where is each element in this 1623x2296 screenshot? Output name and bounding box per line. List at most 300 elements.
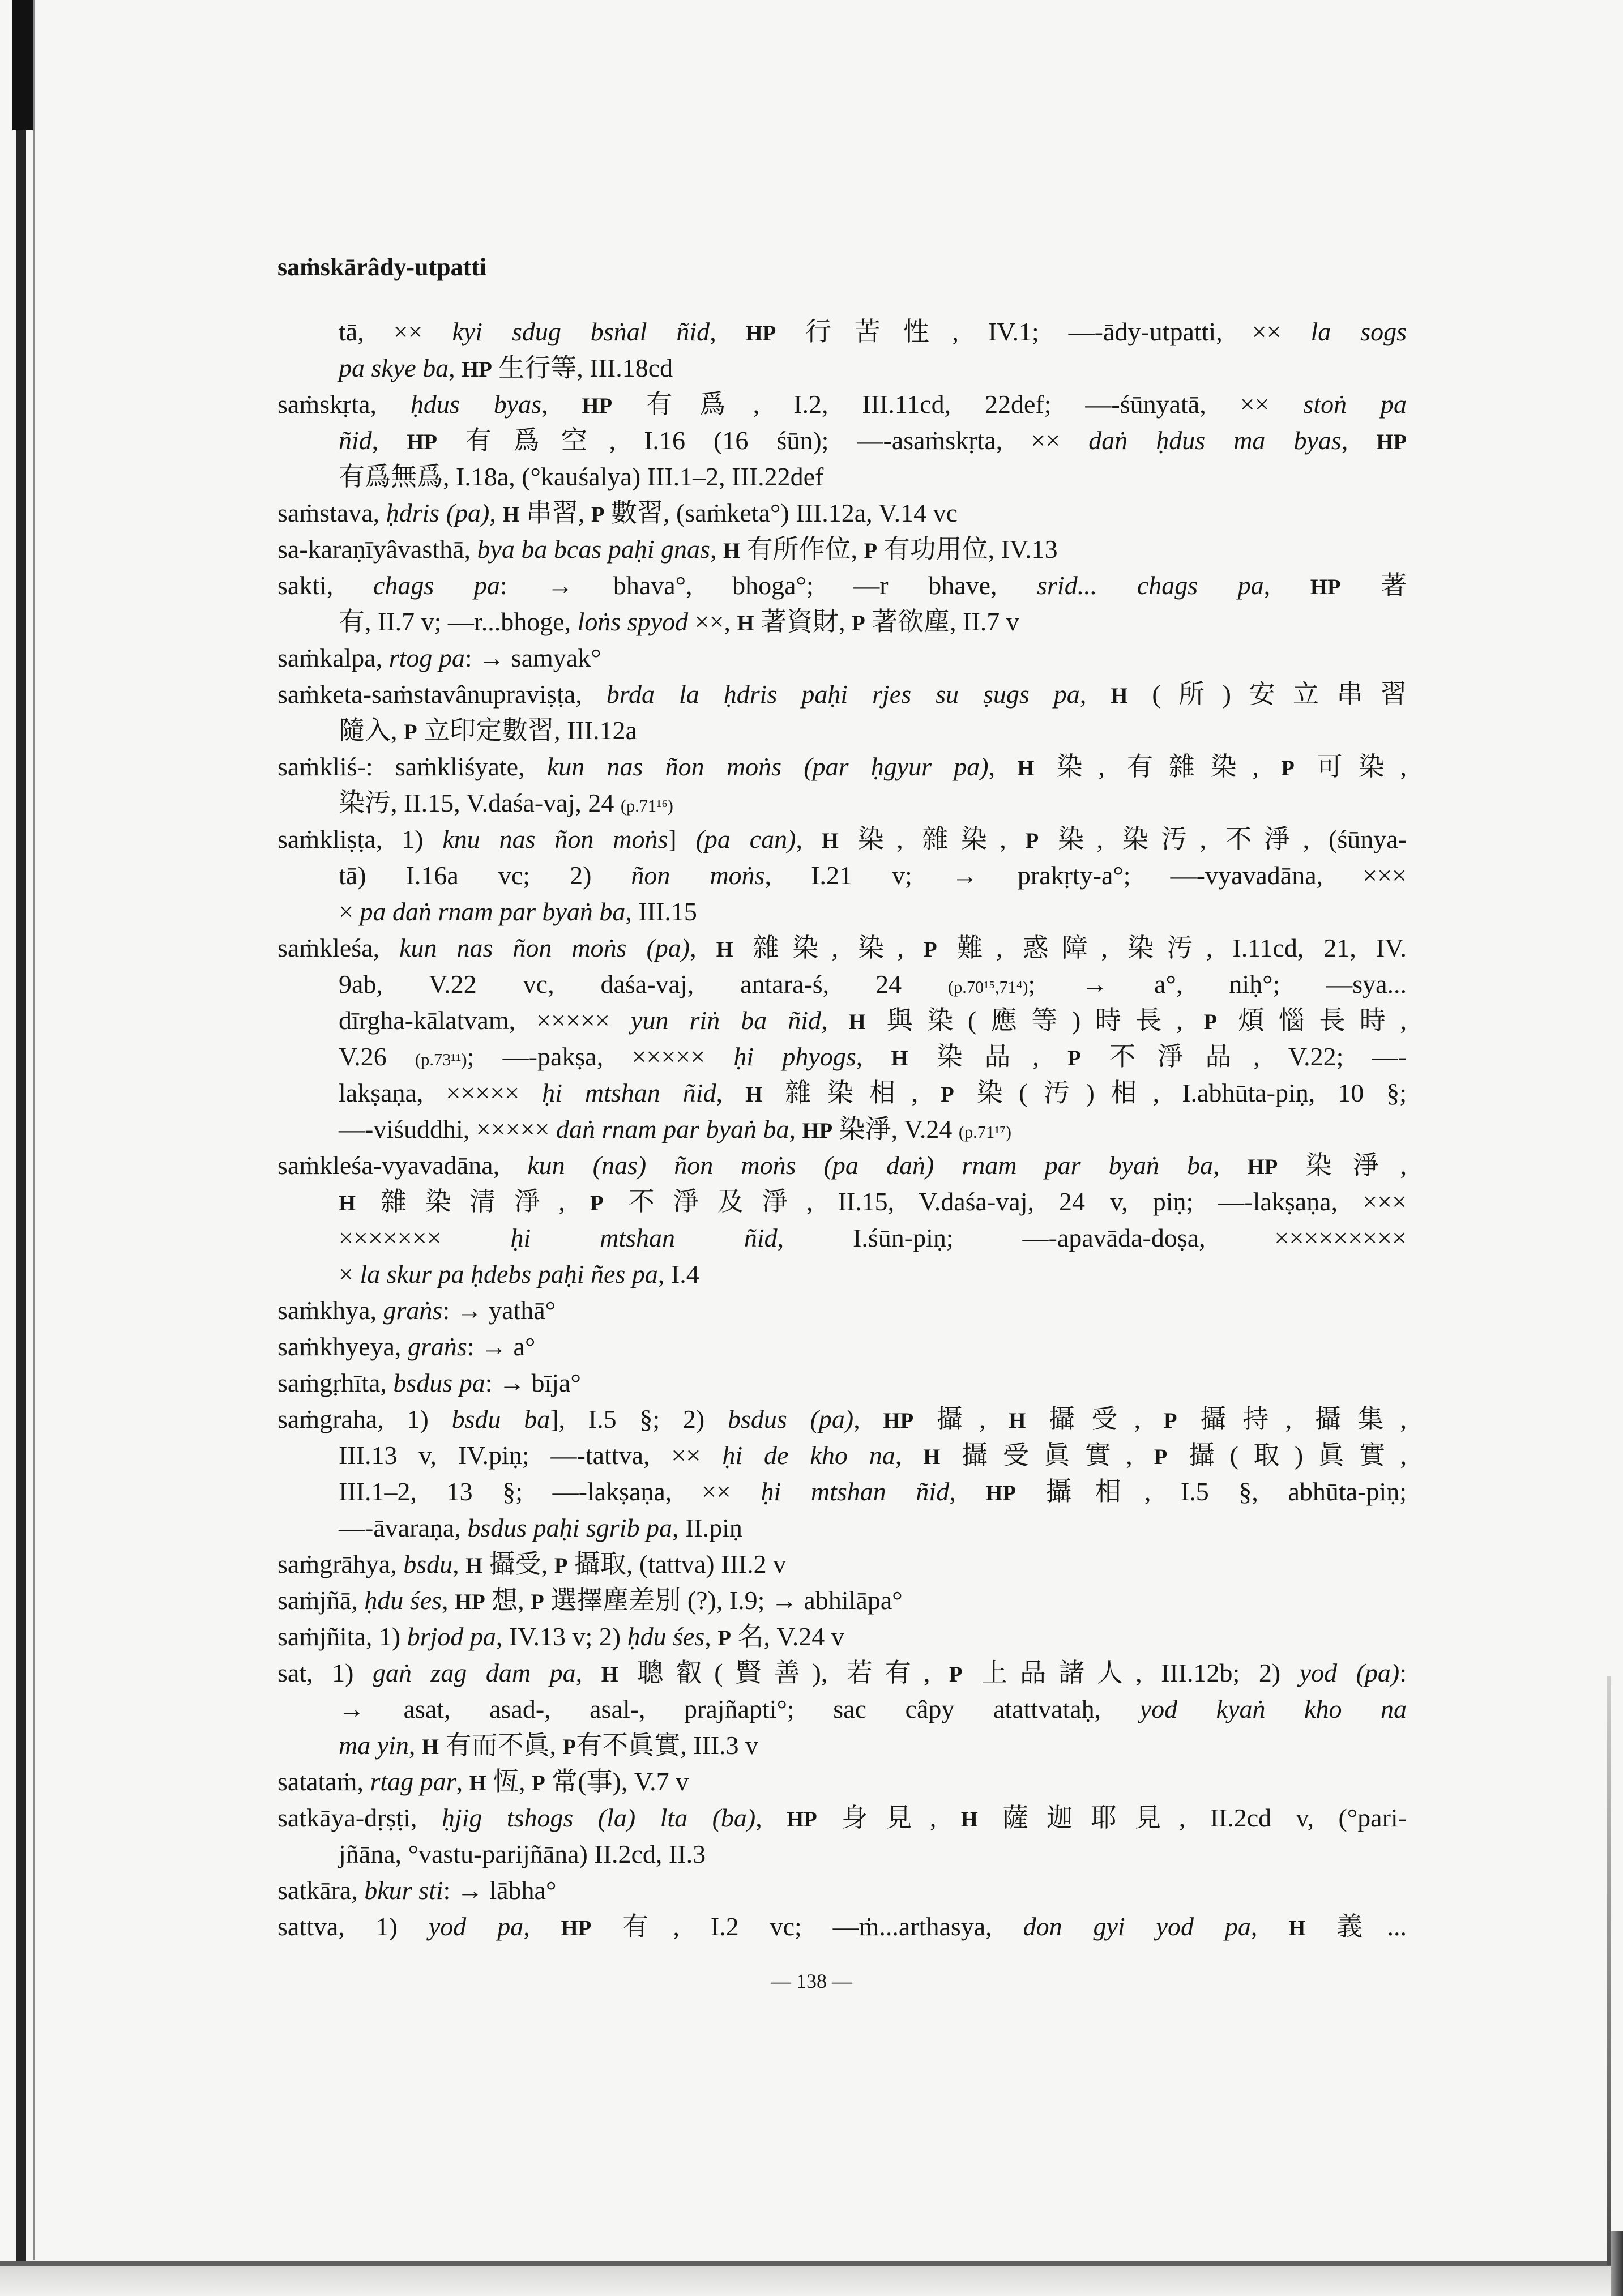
entry-text: 難, 惑障, 染汚, I.11cd, 21, IV. [937, 933, 1407, 962]
entry-text: , [1250, 1912, 1289, 1941]
entry-headword-line [277, 821, 1407, 857]
source-siglum: HP [462, 358, 492, 382]
source-siglum: HP [582, 394, 613, 418]
source-siglum: H [1009, 1409, 1026, 1433]
entry-text: 染, 雜染, [838, 825, 1026, 853]
entry-text: , [452, 1550, 466, 1578]
entry-headword-line [277, 676, 1407, 712]
entry-text: saṁkleśa-vyavadāna, [277, 1151, 528, 1180]
source-siglum: H [469, 1772, 486, 1795]
entry-headword-line [277, 1909, 1407, 1945]
entry-text: , [456, 1767, 469, 1796]
tibetan-text: ḥi phyogs [733, 1042, 856, 1071]
entry-text: , [371, 426, 407, 455]
tibetan-text: ḥdu śes [364, 1586, 442, 1615]
dictionary-entry [277, 1546, 1407, 1582]
source-siglum: P [562, 1735, 576, 1759]
entry-text: saṁjñita, 1) [277, 1622, 407, 1651]
entry-text: × [339, 897, 360, 926]
scan-edge-left-binding [12, 0, 33, 130]
entry-headword-line [277, 1292, 1407, 1329]
entry-text: 著欲塵, II.7 v [865, 607, 1019, 636]
entry-text: : → yathā° [442, 1296, 556, 1325]
entry-text: 雜染清淨, [356, 1187, 590, 1216]
source-siglum: H [1288, 1917, 1306, 1940]
tibetan-text: bsdu [403, 1550, 453, 1578]
entry-text: 生行等, III.18cd [492, 353, 673, 382]
entry-continuation-line [277, 1039, 1407, 1075]
dictionary-entry [277, 1147, 1407, 1292]
dictionary-entry [277, 1292, 1407, 1329]
dictionary-entry [277, 749, 1407, 821]
dictionary-entry [277, 1329, 1407, 1365]
entry-text: , [1079, 680, 1111, 709]
tibetan-text: kun nas ñon moṅs (pa) [399, 933, 690, 962]
tibetan-text: la skur pa ḥdebs paḥi ñes pa [360, 1260, 658, 1288]
entry-headword-line [277, 1872, 1407, 1909]
entry-text: , I.21 v; → prakṛty-a°; —-vyavadāna, ××× [764, 861, 1407, 890]
entry-headword-line [277, 495, 1407, 531]
entry-text: sa-karaṇīyâvasthā, [277, 535, 477, 564]
entry-text: , [523, 1912, 561, 1941]
entry-text: 不淨及淨, II.15, V.daśa-vaj, 24 v, piṇ; —-lakṣaṇa, ××× [603, 1187, 1407, 1216]
dictionary-entry [277, 1872, 1407, 1909]
entry-text: , [789, 1115, 802, 1143]
entry-text: , I.4 [657, 1260, 699, 1288]
source-siglum: H [821, 829, 839, 853]
entry-text: sakti, [277, 571, 373, 600]
entry-continuation-line [277, 1002, 1407, 1039]
source-siglum: H [723, 539, 740, 563]
page-reference: (p.73¹¹) [415, 1050, 467, 1069]
source-siglum: P [717, 1627, 731, 1650]
page-reference: (p.71¹⁶) [620, 796, 673, 816]
entry-text: saṁgraha, 1) [277, 1405, 452, 1433]
tibetan-text: bsdu ba [451, 1405, 550, 1433]
entry-text: , [716, 1078, 746, 1107]
entry-continuation-line [277, 350, 1407, 386]
entry-headword-line [277, 1329, 1407, 1365]
tibetan-text: pa daṅ rnam par byaṅ ba [360, 897, 626, 926]
source-siglum: HP [787, 1808, 817, 1832]
entry-text: : → bhava°, bhoga°; —r bhave, [499, 571, 1037, 600]
entry-text: 有爲, I.2, III.11cd, 22def; —-śūnyatā, ×× [612, 390, 1304, 419]
page-reference: (p.71¹⁷) [958, 1123, 1011, 1142]
tibetan-text: yod pa [428, 1912, 524, 1941]
tibetan-text: bsdus (pa) [727, 1405, 854, 1433]
entry-text: saṁjñā, [277, 1586, 365, 1615]
source-siglum: P [590, 1192, 604, 1215]
source-siglum: HP [1376, 430, 1407, 454]
entry-text: 染品, [908, 1042, 1068, 1071]
tibetan-text: don gyi yod pa [1023, 1912, 1251, 1941]
entry-text: 不淨品, V.22; —- [1080, 1042, 1407, 1071]
source-siglum: HP [407, 430, 437, 454]
entry-text: saṁkalpa, [277, 643, 389, 672]
tibetan-text: ḥdu śes [627, 1622, 705, 1651]
entry-continuation-line [277, 1474, 1407, 1510]
entry-text: , [442, 1586, 455, 1615]
entry-text: sat, 1) [277, 1658, 373, 1687]
entry-headword-line [277, 1365, 1407, 1401]
dictionary-entry [277, 1764, 1407, 1800]
entry-text: 染(汚)相, I.abhūta-piṇ, 10 §; [954, 1078, 1407, 1107]
entry-text: , [895, 1441, 924, 1470]
entry-text: , [489, 498, 503, 527]
entry-text: , [541, 390, 582, 419]
entry-text: 有不眞實, III.3 v [576, 1731, 759, 1760]
entry-text: saṁkhya, [277, 1296, 383, 1325]
dictionary-entry [277, 1582, 1407, 1619]
tibetan-text: bya ba bcas paḥi gnas [477, 535, 710, 564]
entry-text: 立印定數習, III.12a [417, 716, 637, 745]
entry-text: satataṁ, [277, 1767, 370, 1796]
page-number: — 138 — [771, 1970, 852, 1992]
tibetan-text: graṅs [383, 1296, 443, 1325]
entry-continuation-line [277, 459, 1407, 495]
source-siglum: H [716, 938, 733, 962]
dictionary-entry [277, 495, 1407, 531]
entry-text: 染汚, II.15, V.daśa-vaj, 24 [339, 788, 621, 817]
dictionary-entry [277, 1909, 1407, 1945]
entry-text: satkāra, [277, 1876, 365, 1905]
entry-continuation-line [277, 1184, 1407, 1220]
tibetan-text: yun riṅ ba ñid [630, 1006, 822, 1035]
entry-text: 有而不眞, [438, 1731, 563, 1760]
entry-text: 攝受, [482, 1550, 554, 1578]
tibetan-text: ñid [339, 426, 372, 455]
entry-text: 義... [1305, 1912, 1407, 1941]
entry-text: 攝相, I.5 §, abhūta-piṇ; [1015, 1477, 1407, 1506]
entry-headword-line [277, 386, 1407, 423]
source-siglum: H [1111, 684, 1128, 708]
entry-text: : → lābha° [443, 1876, 557, 1905]
source-siglum: P [1067, 1047, 1081, 1070]
entry-text: ××, [688, 607, 737, 636]
entry-text: 恆, [486, 1767, 532, 1796]
source-siglum: H [891, 1047, 908, 1070]
entry-text: ; → a°, niḥ°; —sya... [1028, 970, 1407, 998]
entry-continuation-line [277, 1220, 1407, 1256]
source-siglum: H [465, 1554, 483, 1578]
entry-text: ], I.5 §; 2) [550, 1405, 728, 1433]
entry-text: 有, I.2 vc; —ṁ...arthasya, [591, 1912, 1023, 1941]
source-siglum: H [960, 1808, 978, 1832]
dictionary-entry [277, 1365, 1407, 1401]
entry-text: , [1341, 426, 1377, 455]
entry-text: saṁskṛta, [277, 390, 411, 419]
source-siglum: HP [883, 1409, 914, 1433]
tibetan-text: brda la ḥdris paḥi rjes su ṣugs pa [606, 680, 1080, 709]
entry-text: 雜染, 染, [733, 933, 924, 962]
tibetan-text: bsdus pa [393, 1368, 485, 1397]
scan-edge-bottom [0, 2261, 1615, 2266]
entry-continuation-line [277, 712, 1407, 749]
entry-text: III.1–2, 13 §; —-lakṣaṇa, ×× [339, 1477, 761, 1506]
entry-text: : → a° [467, 1332, 536, 1361]
entry-text: , II.piṇ [672, 1513, 742, 1542]
entry-headword-line [277, 930, 1407, 966]
entry-continuation-line [277, 1836, 1407, 1872]
tibetan-text: daṅ rnam par byaṅ ba [556, 1115, 789, 1143]
entry-text: 有爲無爲, I.18a, (°kauśalya) III.1–2, III.22def [339, 462, 824, 491]
entry-headword-line [277, 1619, 1407, 1655]
entry-text: saṁgrāhya, [277, 1550, 404, 1578]
entry-text: lakṣaṇa, ××××× [339, 1078, 543, 1107]
tibetan-text: gaṅ zag dam pa [372, 1658, 576, 1687]
entry-text: 隨入, [339, 716, 404, 745]
entry-text: —-āvaraṇa, [339, 1513, 468, 1542]
entry-text: 染, 有雜染, [1034, 752, 1282, 781]
entry-text: , III.15 [625, 897, 697, 926]
entry-text: 攝受, [1026, 1405, 1164, 1433]
source-siglum: H [745, 1083, 763, 1107]
tibetan-text: graṅs [407, 1332, 467, 1361]
entry-headword-line [277, 1582, 1407, 1619]
tibetan-text: ḥi de kho na [722, 1441, 895, 1470]
entry-text: , [949, 1477, 986, 1506]
entry-text: (所)安立串習 [1127, 680, 1407, 709]
entry-continuation-line [277, 1256, 1407, 1292]
source-siglum: P [1154, 1445, 1168, 1469]
dictionary-entry [277, 640, 1407, 676]
source-siglum: H [1017, 757, 1035, 780]
source-siglum: H [848, 1010, 866, 1034]
scan-edge-bottom-shadow [0, 2266, 1623, 2296]
entry-text: , [408, 1731, 422, 1760]
entry-text: saṁstava, [277, 498, 386, 527]
tibetan-text: daṅ ḥdus ma byas [1088, 426, 1342, 455]
source-siglum: P [864, 539, 878, 563]
dictionary-column [277, 314, 1407, 1945]
source-siglum: P [1281, 757, 1295, 780]
entry-continuation-line [277, 966, 1407, 1002]
scan-edge-left [16, 0, 26, 2263]
source-siglum: H [339, 1192, 356, 1215]
entry-continuation-line [277, 1437, 1407, 1474]
dictionary-entry [277, 567, 1407, 640]
entry-text: 有爲空, I.16 (16 śūn); —-asaṁskṛta, ×× [437, 426, 1089, 455]
entry-continuation-line [277, 785, 1407, 821]
entry-headword-line [277, 1764, 1407, 1800]
entry-text: saṁgṛhīta, [277, 1368, 394, 1397]
source-siglum: P [1163, 1409, 1177, 1433]
source-siglum: HP [1247, 1155, 1278, 1179]
entry-text: 數習, (saṁketa°) III.12a, V.14 vc [604, 498, 958, 527]
entry-text: 常(事), V.7 v [545, 1767, 689, 1796]
source-siglum: P [404, 720, 417, 744]
entry-text: , [710, 317, 746, 346]
page-reference: (p.70¹⁵,71⁴) [947, 978, 1028, 997]
source-siglum: HP [455, 1590, 485, 1614]
entry-text: saṁkliś-: saṁkliśyate, [277, 752, 547, 781]
entry-text: , [796, 825, 822, 853]
entry-text: 上品諸人, III.12b; 2) [962, 1658, 1300, 1687]
tibetan-text: ḥdris (pa) [386, 498, 490, 527]
entry-headword-line [277, 567, 1407, 604]
dictionary-entry [277, 386, 1407, 495]
running-head: saṁskārâdy-utpatti [277, 253, 487, 281]
dictionary-entry [277, 1619, 1407, 1655]
entry-text: 染淨, V.24 [832, 1115, 959, 1143]
source-siglum: P [591, 503, 605, 527]
tibetan-text: knu nas ñon moṅs [442, 825, 668, 853]
tibetan-text: ḥjig tshogs (la) lta (ba) [441, 1803, 756, 1832]
entry-text: , [575, 1658, 601, 1687]
tibetan-text: loṅs spyod [577, 607, 689, 636]
entry-text: 身見, [817, 1803, 961, 1832]
entry-headword-line [277, 1800, 1407, 1836]
tibetan-text: (pa can) [695, 825, 796, 853]
entry-text: 染淨, [1278, 1151, 1407, 1180]
entry-text: , [690, 933, 716, 962]
tibetan-text: la sogs [1310, 317, 1407, 346]
source-siglum: P [1203, 1010, 1218, 1034]
entry-text: saṁketa-saṁstavânupraviṣṭa, [277, 680, 607, 709]
entry-text: III.13 v, IV.piṇ; —-tattva, ×× [339, 1441, 723, 1470]
entry-text: satkāya-dṛṣṭi, [277, 1803, 442, 1832]
tibetan-text: ḥi mtshan ñid [761, 1477, 950, 1506]
entry-text: 行苦性, IV.1; —-ādy-utpatti, ×× [776, 317, 1311, 346]
entry-text: 雜染相, [762, 1078, 941, 1107]
entry-text: 有, II.7 v; —r...bhoge, [339, 607, 578, 636]
entry-text: 名, V.24 v [731, 1622, 844, 1651]
source-siglum: H [601, 1663, 618, 1687]
entry-text: × [339, 1260, 360, 1288]
entry-text: 可染, [1294, 752, 1407, 781]
entry-continuation-line [277, 423, 1407, 459]
entry-text: saṁkhyeya, [277, 1332, 408, 1361]
entry-text: jñāna, °vastu-parijñāna) II.2cd, II.3 [339, 1840, 706, 1868]
entry-text: ] [668, 825, 696, 853]
dictionary-entry [277, 314, 1407, 386]
entry-text: V.26 [339, 1042, 416, 1071]
entry-text: : → bīja° [485, 1368, 581, 1397]
entry-text: 選擇塵差別 (?), I.9; → abhilāpa° [544, 1586, 903, 1615]
tibetan-text: pa skye ba [339, 353, 449, 382]
tibetan-text: brjod pa [407, 1622, 496, 1651]
entry-text: 著資財, [754, 607, 852, 636]
entry-text: , [449, 353, 462, 382]
entry-continuation-line [277, 857, 1407, 894]
tibetan-text: ḥi mtshan ñid [510, 1223, 778, 1252]
entry-text: , [821, 1006, 849, 1035]
source-siglum: HP [985, 1482, 1016, 1505]
entry-text: , [856, 1042, 891, 1071]
entry-text: 想, [485, 1586, 531, 1615]
entry-text: 有功用位, IV.13 [877, 535, 1058, 564]
tibetan-text: rtag par [370, 1767, 456, 1796]
entry-text: : [1399, 1658, 1407, 1687]
entry-text: tā) I.16a vc; 2) [339, 861, 631, 890]
entry-text: , [853, 1405, 883, 1433]
scan-page-curl [1611, 2231, 1623, 2296]
source-siglum: P [949, 1663, 963, 1687]
dictionary-entry [277, 1800, 1407, 1872]
tibetan-text: bsdus paḥi sgrib pa [467, 1513, 672, 1542]
entry-text: : → samyak° [464, 643, 601, 672]
entry-text: → asat, asad-, asal-, prajñapti°; sac câpy atattvataḥ, [339, 1695, 1140, 1723]
dictionary-entry [277, 676, 1407, 749]
entry-text: 9ab, V.22 vc, daśa-vaj, antara-ś, 24 [339, 970, 948, 998]
dictionary-entry [277, 821, 1407, 930]
tibetan-text: ḥdus byas [410, 390, 542, 419]
entry-text: , I.śūn-piṇ; —-apavāda-doṣa, ××××××××× [777, 1223, 1407, 1252]
entry-text: —-viśuddhi, ××××× [339, 1115, 556, 1143]
entry-text: tā, ×× [339, 317, 452, 346]
entry-text: 著 [1340, 571, 1407, 600]
entry-text: sattva, 1) [277, 1912, 429, 1941]
tibetan-text: srid... chags pa [1037, 571, 1264, 600]
source-siglum: H [421, 1735, 439, 1759]
entry-text: , [704, 1622, 718, 1651]
tibetan-text: stoṅ pa [1303, 390, 1407, 419]
entry-text: 薩迦耶見, II.2cd v, (°pari- [977, 1803, 1407, 1832]
entry-text: ; —-pakṣa, ××××× [467, 1042, 734, 1071]
dictionary-entry [277, 1655, 1407, 1764]
source-siglum: HP [1310, 575, 1341, 599]
entry-text: 煩惱長時, [1217, 1006, 1407, 1035]
entry-text: saṁkliṣṭa, 1) [277, 825, 443, 853]
dictionary-entry [277, 531, 1407, 567]
entry-text: , [710, 535, 723, 564]
dictionary-entry [277, 930, 1407, 1147]
tibetan-text: ḥi mtshan ñid [542, 1078, 716, 1107]
entry-continuation-line [277, 1075, 1407, 1111]
tibetan-text: bkur sti [364, 1876, 443, 1905]
source-siglum: HP [745, 322, 776, 345]
entry-continuation-line [277, 1691, 1407, 1727]
entry-text: saṁkleśa, [277, 933, 400, 962]
scan-edge-right [1607, 1676, 1611, 2265]
entry-text: dīrgha-kālatvam, ××××× [339, 1006, 631, 1035]
entry-text: 攝, [913, 1405, 1009, 1433]
tibetan-text: kyi sdug bsṅal ñid [452, 317, 710, 346]
entry-continuation-line [277, 1510, 1407, 1546]
source-siglum: P [941, 1083, 954, 1107]
entry-text: 攝持, 攝集, [1177, 1405, 1407, 1433]
tibetan-text: ñon moṅs [631, 861, 765, 890]
entry-text: 攝(取)眞實, [1167, 1441, 1407, 1470]
source-siglum: HP [802, 1119, 833, 1143]
entry-text: 攝受眞實, [940, 1441, 1154, 1470]
entry-text: 染, 染汚, 不淨, (śūnya- [1039, 825, 1407, 853]
tibetan-text: ma yin [339, 1731, 409, 1760]
entry-text: , [988, 752, 1018, 781]
entry-continuation-line [277, 894, 1407, 930]
tibetan-text: chags pa [373, 571, 500, 600]
entry-text: 聰叡(賢善), 若有, [618, 1658, 949, 1687]
source-siglum: P [531, 1590, 544, 1614]
tibetan-text: kun nas ñon moṅs (par ḥgyur pa) [546, 752, 989, 781]
entry-text: ××××××× [339, 1223, 511, 1252]
source-siglum: H [737, 612, 754, 635]
source-siglum: P [532, 1772, 545, 1795]
tibetan-text: rtog pa [388, 643, 465, 672]
source-siglum: P [924, 938, 937, 962]
entry-text: , [755, 1803, 787, 1832]
entry-continuation-line [277, 604, 1407, 640]
source-siglum: P [1025, 829, 1039, 853]
source-siglum: HP [561, 1917, 592, 1940]
source-siglum: P [852, 612, 865, 635]
entry-headword-line [277, 1147, 1407, 1184]
entry-text: 攝取, (tattva) III.2 v [567, 1550, 787, 1578]
dictionary-entry [277, 1401, 1407, 1546]
tibetan-text: yod kyaṅ kho na [1139, 1695, 1407, 1723]
entry-continuation-line [277, 314, 1407, 350]
entry-text: 與染(應等)時長, [865, 1006, 1204, 1035]
